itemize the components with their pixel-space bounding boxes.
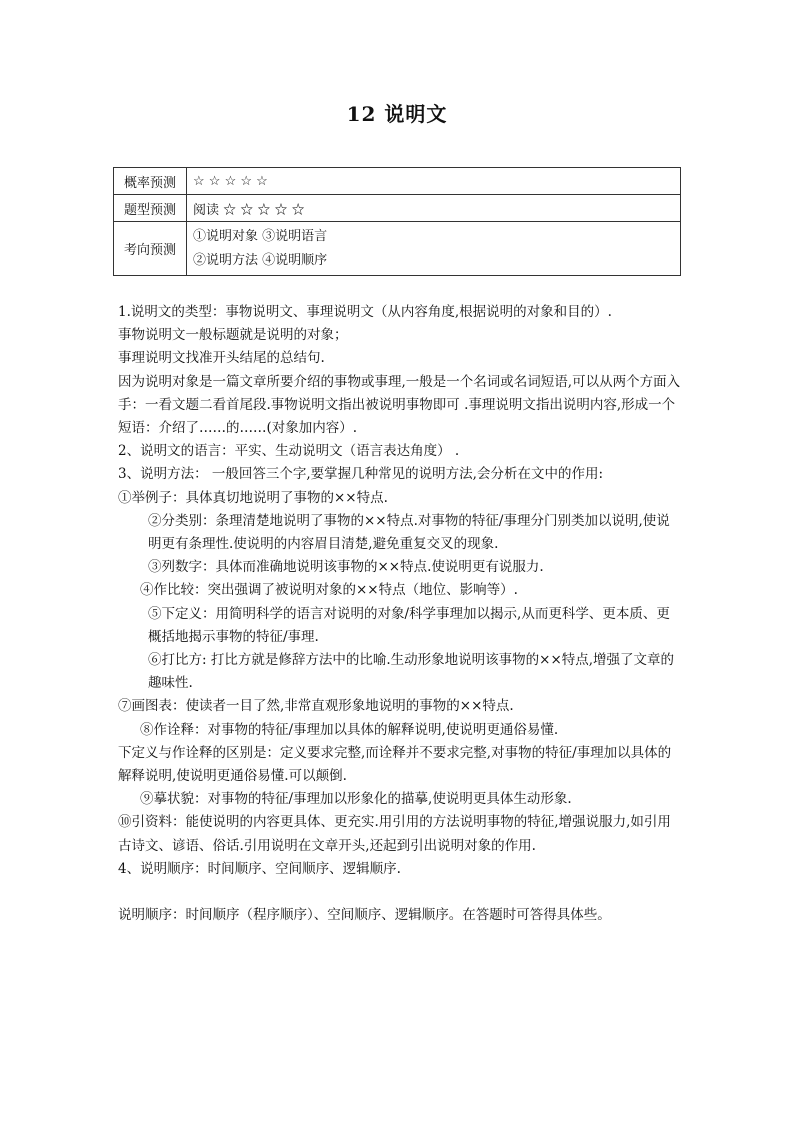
row-label: 题型预测 (114, 195, 187, 222)
row-label: 概率预测 (114, 168, 187, 195)
paragraph: ⑩引资料：能使说明的内容更具体、更充实.用引用的方法说明事物的特征,增强说服力,如引用古诗文、谚语、俗话.引用说明在文章开头,还起到引出说明对象的作用. (118, 814, 671, 854)
paragraph: ③列数字：具体而准确地说明该事物的××特点.使说明更有说服力. (148, 559, 544, 576)
row-label: 考向预测 (114, 222, 187, 276)
page-title: 12 说明文 (346, 102, 448, 126)
paragraph: ⑧作诠释：对事物的特征/事理加以具体的解释说明,使说明更通俗易懂. (140, 721, 559, 738)
table-row (114, 222, 681, 276)
paragraph: ①举例子：具体真切地说明了事物的××特点. (118, 489, 388, 506)
paragraph: 说明顺序：时间顺序（程序顺序）、空间顺序、逻辑顺序。在答题时可答得具体些。 (118, 907, 611, 924)
row-value: 阅读 ☆ ☆ ☆ ☆ ☆ (187, 195, 681, 222)
paragraph: ⑥打比方: 打比方就是修辞方法中的比喻.生动形象地说明该事物的××特点,增强了文章的趣味性. (148, 652, 675, 692)
paragraph: ⑨摹状貌：对事物的特征/事理加以形象化的描摹,使说明更具体生动形象. (140, 791, 572, 808)
row-value-line: ①说明对象 ③说明语言 (193, 228, 328, 244)
table-row (114, 168, 681, 195)
row-value: ☆ ☆ ☆ ☆ ☆ (187, 168, 681, 195)
paragraph: ④作比较：突出强调了被说明对象的××特点（地位、影响等）. (140, 582, 518, 599)
paragraph: ⑦画图表：使读者一目了然,非常直观形象地说明的事物的××特点. (118, 698, 514, 715)
paragraph: 3、说明方法： 一般回答三个字,要掌握几种常见的说明方法,会分析在文中的作用: (118, 466, 604, 483)
spacer (118, 881, 683, 904)
paragraph: 下定义与作诠释的区别是：定义要求完整,而诠释并不要求完整,对事物的特征/事理加以具体的解释说明,使说明更通俗易懂.可以颠倒. (118, 744, 672, 785)
paragraph: 事物说明文一般标题就是说明的对象； (118, 327, 348, 344)
row-value-line: ②说明方法 ④说明顺序 (193, 252, 328, 268)
table-row (114, 195, 681, 222)
paragraph: 1.说明文的类型：事物说明文、事理说明文（从内容角度,根据说明的对象和目的）. (118, 304, 612, 320)
paragraph: 2、说明文的语言：平实、生动说明文（语言表达角度） . (118, 443, 460, 460)
paragraph: 事理说明文找准开头结尾的总结句. (118, 350, 325, 367)
paragraph: 4、说明顺序：时间顺序、空间顺序、逻辑顺序. (118, 860, 401, 877)
paragraph: 因为说明对象是一篇文章所要介绍的事物或事理,一般是一个名词或名词短语,可以从两个方面入手：一看文题二看首尾段.事物说明文指出被说明事物即可 .事理说明文指出说明内容,形成一个短语：介绍了……的……(对象加内容）. (118, 373, 681, 437)
prediction-table (113, 167, 681, 276)
paragraph: ⑤下定义：用简明科学的语言对说明的对象/科学事理加以揭示,从而更科学、更本质、更概括地揭示事物的特征/事理. (148, 605, 670, 645)
document-body (118, 301, 683, 927)
row-value (187, 222, 681, 276)
paragraph: ②分类别：条理清楚地说明了事物的××特点.对事物的特征/事理分门别类加以说明,使说明更有条理性.使说明的内容眉目清楚,避免重复交叉的现象. (148, 512, 670, 553)
